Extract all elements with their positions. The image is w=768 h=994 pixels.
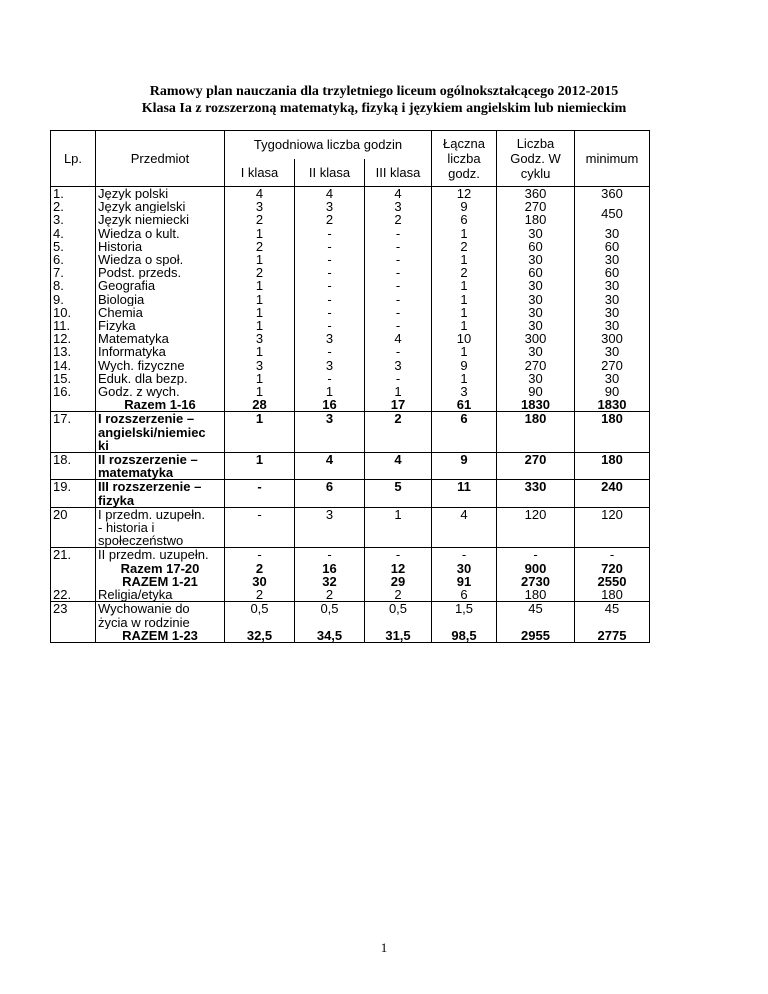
row-number: 9. xyxy=(51,293,96,306)
table-row xyxy=(51,319,650,332)
hours-total: 1 xyxy=(432,345,497,358)
row-number: 8. xyxy=(51,279,96,292)
hours-class-2: 3 xyxy=(295,200,365,213)
hours-class-3: 17 xyxy=(365,398,432,412)
hours-class-1: 2 xyxy=(225,240,295,253)
hours-minimum: 2775 xyxy=(575,629,650,643)
table-row xyxy=(51,240,650,253)
subject-name: Biologia xyxy=(96,293,225,306)
subtotal-row xyxy=(51,562,650,575)
hours-class-1: 2 xyxy=(225,562,295,575)
hours-cycle: 180 xyxy=(497,412,575,453)
hours-class-2: - xyxy=(295,372,365,385)
subject-name: Język angielski xyxy=(96,200,225,213)
hours-minimum: 180 xyxy=(575,412,650,453)
subject-name: Eduk. dla bezp. xyxy=(96,372,225,385)
hours-cycle: 300 xyxy=(497,332,575,345)
hours-class-2: - xyxy=(295,548,365,562)
header-lp: Lp. xyxy=(51,131,96,187)
table-row xyxy=(51,345,650,358)
hours-minimum: 30 xyxy=(575,279,650,292)
subject-name: Podst. przeds. xyxy=(96,266,225,279)
hours-cycle: 360 xyxy=(497,187,575,201)
header-weekly-hours: Tygodniowa liczba godzin xyxy=(225,131,432,159)
hours-total: 12 xyxy=(432,187,497,201)
row-number: 10. xyxy=(51,306,96,319)
hours-class-3: 2 xyxy=(365,412,432,453)
subject-name: Fizyka xyxy=(96,319,225,332)
hours-class-2: - xyxy=(295,227,365,240)
subject-name: Wiedza o społ. xyxy=(96,253,225,266)
row-number: 7. xyxy=(51,266,96,279)
row-number: 12. xyxy=(51,332,96,345)
hours-class-2: - xyxy=(295,240,365,253)
hours-cycle: 60 xyxy=(497,240,575,253)
hours-class-2: 34,5 xyxy=(295,629,365,643)
table-row xyxy=(51,412,650,453)
hours-class-1: 0,5 xyxy=(225,602,295,629)
table-row xyxy=(51,359,650,372)
hours-class-3: 4 xyxy=(365,332,432,345)
hours-class-1: 1 xyxy=(225,279,295,292)
hours-minimum: 60 xyxy=(575,266,650,279)
subject-name: Wych. fizyczne xyxy=(96,359,225,372)
hours-class-1: 1 xyxy=(225,385,295,398)
hours-class-2: 16 xyxy=(295,398,365,412)
hours-class-2: - xyxy=(295,253,365,266)
hours-minimum: 300 xyxy=(575,332,650,345)
hours-total: 3 xyxy=(432,385,497,398)
hours-total: 1 xyxy=(432,306,497,319)
hours-total: 6 xyxy=(432,588,497,602)
hours-total: - xyxy=(432,548,497,562)
hours-class-2: - xyxy=(295,306,365,319)
table-row xyxy=(51,548,650,562)
row-number: 11. xyxy=(51,319,96,332)
hours-class-2: 1 xyxy=(295,385,365,398)
subject-name: II przedm. uzupełn. xyxy=(96,548,225,562)
row-number: 5. xyxy=(51,240,96,253)
header-class-1: I klasa xyxy=(225,159,295,187)
hours-cycle: 30 xyxy=(497,279,575,292)
hours-cycle: 120 xyxy=(497,507,575,548)
hours-total: 2 xyxy=(432,266,497,279)
hours-class-1: - xyxy=(225,480,295,507)
hours-class-1: 32,5 xyxy=(225,629,295,643)
hours-class-2: 4 xyxy=(295,453,365,480)
hours-minimum: 30 xyxy=(575,319,650,332)
hours-class-1: 1 xyxy=(225,253,295,266)
page-number: 1 xyxy=(380,940,388,955)
row-number: 1. xyxy=(51,187,96,201)
row-number-empty xyxy=(51,575,96,588)
table-row xyxy=(51,266,650,279)
row-number: 6. xyxy=(51,253,96,266)
hours-cycle: 270 xyxy=(497,453,575,480)
row-number: 20 xyxy=(51,507,96,548)
hours-total: 10 xyxy=(432,332,497,345)
row-number: 2. xyxy=(51,200,96,213)
hours-class-2: 6 xyxy=(295,480,365,507)
row-number-empty xyxy=(51,562,96,575)
hours-total: 9 xyxy=(432,453,497,480)
hours-total: 98,5 xyxy=(432,629,497,643)
row-number-empty xyxy=(51,629,96,643)
hours-class-1: 2 xyxy=(225,588,295,602)
row-number: 22. xyxy=(51,588,96,602)
hours-class-1: 2 xyxy=(225,266,295,279)
hours-minimum: 30 xyxy=(575,306,650,319)
row-number: 17. xyxy=(51,412,96,453)
row-number: 14. xyxy=(51,359,96,372)
subject-name: Wychowanie do życia w rodzinie xyxy=(96,602,225,629)
subject-name: Godz. z wych. xyxy=(96,385,225,398)
hours-cycle: 60 xyxy=(497,266,575,279)
hours-total: 1 xyxy=(432,372,497,385)
document-subtitle: Klasa Ia z rozszerzoną matematyką, fizyką i językiem angielskim lub niemieckim xyxy=(141,101,627,116)
hours-class-1: 28 xyxy=(225,398,295,412)
hours-cycle: 30 xyxy=(497,253,575,266)
row-number: 18. xyxy=(51,453,96,480)
table-row xyxy=(51,507,650,548)
hours-minimum: 30 xyxy=(575,253,650,266)
table-row xyxy=(51,385,650,398)
hours-cycle: 30 xyxy=(497,306,575,319)
table-row xyxy=(51,480,650,507)
hours-cycle: 270 xyxy=(497,200,575,213)
subject-name: III rozszerzenie – fizyka xyxy=(96,480,225,507)
hours-minimum: 90 xyxy=(575,385,650,398)
hours-class-1: 1 xyxy=(225,453,295,480)
hours-minimum: 1830 xyxy=(575,398,650,412)
hours-class-2: - xyxy=(295,319,365,332)
hours-class-2: 16 xyxy=(295,562,365,575)
hours-class-2: 2 xyxy=(295,213,365,226)
hours-cycle: 900 xyxy=(497,562,575,575)
hours-minimum: 720 xyxy=(575,562,650,575)
hours-cycle: - xyxy=(497,548,575,562)
hours-total: 4 xyxy=(432,507,497,548)
hours-class-3: 3 xyxy=(365,200,432,213)
table-row xyxy=(51,279,650,292)
subject-name: Historia xyxy=(96,240,225,253)
hours-class-3: - xyxy=(365,548,432,562)
row-number: 19. xyxy=(51,480,96,507)
subtotal-row xyxy=(51,398,650,412)
hours-class-2: - xyxy=(295,345,365,358)
hours-cycle: 2730 xyxy=(497,575,575,588)
subject-name: II rozszerzenie – matematyka xyxy=(96,453,225,480)
hours-class-1: 1 xyxy=(225,293,295,306)
hours-cycle: 30 xyxy=(497,345,575,358)
hours-minimum: 270 xyxy=(575,359,650,372)
hours-class-1: - xyxy=(225,507,295,548)
table-row xyxy=(51,200,650,213)
grand-total-row xyxy=(51,629,650,643)
hours-class-3: 4 xyxy=(365,453,432,480)
hours-class-3: - xyxy=(365,293,432,306)
hours-cycle: 30 xyxy=(497,227,575,240)
hours-class-3: - xyxy=(365,372,432,385)
curriculum-table xyxy=(50,130,650,643)
hours-cycle: 2955 xyxy=(497,629,575,643)
hours-class-3: - xyxy=(365,266,432,279)
row-number: 13. xyxy=(51,345,96,358)
hours-cycle: 90 xyxy=(497,385,575,398)
table-row xyxy=(51,306,650,319)
hours-minimum: 2550 xyxy=(575,575,650,588)
header-cycle-hours: Liczba Godz. W cyklu xyxy=(497,131,575,187)
hours-class-1: - xyxy=(225,548,295,562)
hours-class-3: 2 xyxy=(365,213,432,226)
hours-minimum: 180 xyxy=(575,588,650,602)
hours-class-2: 4 xyxy=(295,187,365,201)
hours-minimum: 30 xyxy=(575,293,650,306)
table-row xyxy=(51,293,650,306)
table-row xyxy=(51,332,650,345)
subject-name: Geografia xyxy=(96,279,225,292)
header-total-hours: Łączna liczba godz. xyxy=(432,131,497,187)
table-row xyxy=(51,213,650,226)
hours-class-1: 2 xyxy=(225,213,295,226)
hours-cycle: 30 xyxy=(497,372,575,385)
hours-total: 61 xyxy=(432,398,497,412)
hours-class-3: 5 xyxy=(365,480,432,507)
hours-total: 9 xyxy=(432,359,497,372)
table-row xyxy=(51,588,650,602)
hours-class-3: 4 xyxy=(365,187,432,201)
header-class-3: III klasa xyxy=(365,159,432,187)
hours-class-1: 1 xyxy=(225,412,295,453)
hours-class-3: 0,5 xyxy=(365,602,432,629)
hours-minimum: 360 xyxy=(575,187,650,201)
table-row xyxy=(51,453,650,480)
hours-total: 9 xyxy=(432,200,497,213)
table-row xyxy=(51,187,650,201)
subtotal-label: Razem 17-20 xyxy=(96,562,225,575)
hours-class-1: 30 xyxy=(225,575,295,588)
hours-cycle: 180 xyxy=(497,588,575,602)
table-row xyxy=(51,372,650,385)
hours-total: 11 xyxy=(432,480,497,507)
hours-total: 1 xyxy=(432,319,497,332)
subject-name: I przedm. uzupełn. - historia i społeczeństwo xyxy=(96,507,225,548)
grand-total-label: RAZEM 1-23 xyxy=(96,629,225,643)
hours-class-3: - xyxy=(365,227,432,240)
hours-cycle: 45 xyxy=(497,602,575,629)
hours-total: 2 xyxy=(432,240,497,253)
subject-name: I rozszerzenie – angielski/niemiec ki xyxy=(96,412,225,453)
hours-class-2: 2 xyxy=(295,588,365,602)
hours-total: 1 xyxy=(432,279,497,292)
hours-class-3: - xyxy=(365,319,432,332)
hours-cycle: 330 xyxy=(497,480,575,507)
hours-class-2: - xyxy=(295,293,365,306)
hours-class-1: 1 xyxy=(225,372,295,385)
hours-minimum: 450 xyxy=(575,200,650,226)
hours-total: 6 xyxy=(432,213,497,226)
hours-class-3: 1 xyxy=(365,385,432,398)
hours-class-2: 3 xyxy=(295,332,365,345)
hours-class-2: - xyxy=(295,266,365,279)
row-number: 23 xyxy=(51,602,96,629)
row-number: 15. xyxy=(51,372,96,385)
hours-class-1: 3 xyxy=(225,359,295,372)
hours-minimum: - xyxy=(575,548,650,562)
header-subject: Przedmiot xyxy=(96,131,225,187)
hours-class-3: 3 xyxy=(365,359,432,372)
hours-class-1: 1 xyxy=(225,319,295,332)
hours-class-2: 32 xyxy=(295,575,365,588)
hours-total: 30 xyxy=(432,562,497,575)
hours-class-3: - xyxy=(365,279,432,292)
hours-class-1: 3 xyxy=(225,332,295,345)
hours-minimum: 60 xyxy=(575,240,650,253)
hours-class-3: - xyxy=(365,345,432,358)
hours-class-1: 3 xyxy=(225,200,295,213)
hours-total: 91 xyxy=(432,575,497,588)
table-row xyxy=(51,227,650,240)
hours-class-2: 0,5 xyxy=(295,602,365,629)
hours-total: 1 xyxy=(432,293,497,306)
hours-total: 1,5 xyxy=(432,602,497,629)
hours-class-2: 3 xyxy=(295,412,365,453)
hours-cycle: 180 xyxy=(497,213,575,226)
hours-cycle: 30 xyxy=(497,293,575,306)
hours-minimum: 180 xyxy=(575,453,650,480)
table-row xyxy=(51,253,650,266)
hours-class-2: 3 xyxy=(295,507,365,548)
hours-cycle: 30 xyxy=(497,319,575,332)
hours-cycle: 1830 xyxy=(497,398,575,412)
hours-total: 1 xyxy=(432,227,497,240)
hours-cycle: 270 xyxy=(497,359,575,372)
total-row xyxy=(51,575,650,588)
header-class-2: II klasa xyxy=(295,159,365,187)
hours-class-3: - xyxy=(365,240,432,253)
hours-minimum: 45 xyxy=(575,602,650,629)
subject-name: Religia/etyka xyxy=(96,588,225,602)
hours-total: 6 xyxy=(432,412,497,453)
hours-class-3: 12 xyxy=(365,562,432,575)
hours-minimum: 30 xyxy=(575,372,650,385)
row-number: 21. xyxy=(51,548,96,562)
hours-class-3: 29 xyxy=(365,575,432,588)
hours-class-2: 3 xyxy=(295,359,365,372)
subject-name: Język niemiecki xyxy=(96,213,225,226)
hours-class-3: 31,5 xyxy=(365,629,432,643)
hours-minimum: 240 xyxy=(575,480,650,507)
row-number: 4. xyxy=(51,227,96,240)
subject-name: Informatyka xyxy=(96,345,225,358)
hours-minimum: 30 xyxy=(575,227,650,240)
hours-class-1: 1 xyxy=(225,345,295,358)
subtotal-label: Razem 1-16 xyxy=(96,398,225,412)
hours-total: 1 xyxy=(432,253,497,266)
hours-class-1: 1 xyxy=(225,306,295,319)
hours-class-3: - xyxy=(365,253,432,266)
hours-class-3: - xyxy=(365,306,432,319)
row-number: 3. xyxy=(51,213,96,226)
subject-name: Chemia xyxy=(96,306,225,319)
hours-class-3: 1 xyxy=(365,507,432,548)
hours-class-2: - xyxy=(295,279,365,292)
row-number: 16. xyxy=(51,385,96,398)
subject-name: Wiedza o kult. xyxy=(96,227,225,240)
subject-name: Język polski xyxy=(96,187,225,201)
header-minimum: minimum xyxy=(575,131,650,187)
hours-class-3: 2 xyxy=(365,588,432,602)
subject-name: Matematyka xyxy=(96,332,225,345)
hours-class-1: 4 xyxy=(225,187,295,201)
table-row xyxy=(51,602,650,629)
hours-minimum: 120 xyxy=(575,507,650,548)
total-label: RAZEM 1-21 xyxy=(96,575,225,588)
row-number-empty xyxy=(51,398,96,412)
document-title: Ramowy plan nauczania dla trzyletniego liceum ogólnokształcącego 2012-2015 xyxy=(149,84,619,99)
hours-minimum: 30 xyxy=(575,345,650,358)
hours-class-1: 1 xyxy=(225,227,295,240)
